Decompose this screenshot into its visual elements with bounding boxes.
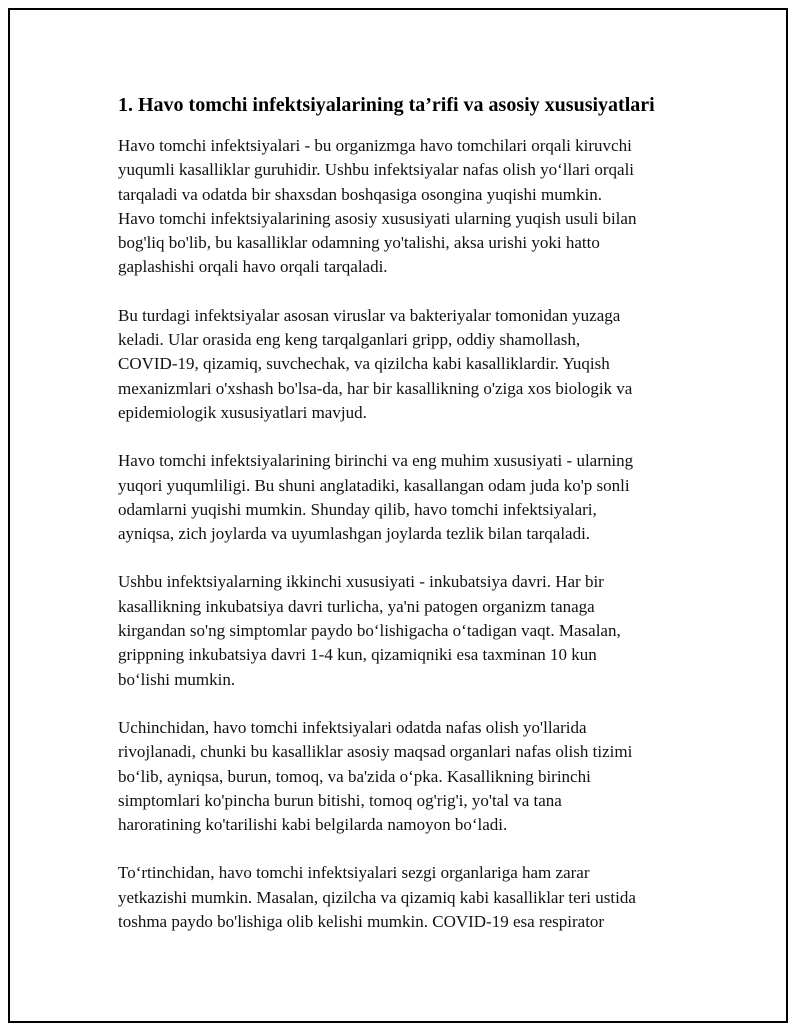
text-line: keladi. Ular orasida eng keng tarqalganlari gripp, oddiy shamollash, (118, 330, 581, 350)
section-heading: 1. Havo tomchi infektsiyalarining ta’rifi va asosiy xususiyatlari (118, 94, 655, 116)
text-line: Uchinchidan, havo tomchi infektsiyalari odatda nafas olish yo'llarida (118, 717, 587, 737)
text-line: simptomlari ko'pincha burun bitishi, tomoq og'rig'i, yo'tal va tana (118, 790, 562, 810)
text-line: rivojlanadi, chunki bu kasalliklar asosiy maqsad organlari nafas olish tizimi (118, 742, 633, 762)
document-body (118, 92, 693, 958)
paragraph-3 (118, 449, 693, 546)
text-line: kasallikning inkubatsiya davri turlicha, ya'ni patogen organizm tanaga (118, 596, 595, 616)
text-line: kirgandan so'ng simptomlar paydo bo‘lishigacha o‘tadigan vaqt. Masalan, (118, 621, 621, 641)
text-line: yetkazishi mumkin. Masalan, qizilcha va qizamiq kabi kasalliklar teri ustida (118, 887, 636, 907)
text-line: ayniqsa, zich joylarda va uyumlashgan joylarda tezlik bilan tarqaladi. (118, 524, 591, 544)
text-line: Ushbu infektsiyalarning ikkinchi xususiyati - inkubatsiya davri. Har bir (118, 572, 604, 592)
text-line: Havo tomchi infektsiyalari - bu organizmga havo tomchilari orqali kiruvchi (118, 136, 632, 155)
text-line: gaplashishi orqali havo orqali tarqaladi. (118, 257, 388, 277)
text-line: Havo tomchi infektsiyalarining asosiy xususiyati ularning yuqish usuli bilan (118, 208, 637, 228)
text-line: haroratining ko'tarilishi kabi belgilarda namoyon bo‘ladi. (118, 815, 508, 835)
paragraph-4 (118, 570, 693, 691)
text-line: toshma paydo bo'lishiga olib kelishi mumkin. COVID-19 esa respirator (118, 912, 605, 932)
text-line: COVID-19, qizamiq, suvchechak, va qizilcha kabi kasalliklardir. Yuqish (118, 354, 610, 374)
text-line: Havo tomchi infektsiyalarining birinchi va eng muhim xususiyati - ularning (118, 451, 634, 471)
paragraph-1 (118, 134, 693, 280)
paragraph-6 (118, 861, 693, 934)
text-line: mexanizmlari o'xshash bo'lsa-da, har bir kasallikning o'ziga xos biologik va (118, 378, 633, 398)
text-line: odamlarni yuqishi mumkin. Shunday qilib, havo tomchi infektsiyalari, (118, 499, 597, 519)
text-line: tarqaladi va odatda bir shaxsdan boshqasiga osongina yuqishi mumkin. (118, 184, 602, 204)
text-line: epidemiologik xususiyatlari mavjud. (118, 402, 367, 422)
text-line: bo‘lib, ayniqsa, burun, tomoq, va ba'zida o‘pka. Kasallikning birinchi (118, 766, 591, 786)
text-line: bog'liq bo'lib, bu kasalliklar odamning yo'talishi, aksa urishi yoki hatto (118, 233, 600, 253)
text-line: To‘rtinchidan, havo tomchi infektsiyalari sezgi organlariga ham zarar (118, 863, 590, 883)
text-line: grippning inkubatsiya davri 1-4 kun, qizamiqniki esa taxminan 10 kun (118, 645, 597, 665)
paragraph-5 (118, 716, 693, 837)
text-line: bo‘lishi mumkin. (118, 669, 236, 689)
paragraph-2 (118, 304, 693, 425)
text-line: yuqori yuqumliligi. Bu shuni anglatadiki, kasallangan odam juda ko'p sonli (118, 475, 630, 495)
text-line: yuqumli kasalliklar guruhidir. Ushbu infektsiyalar nafas olish yo‘llari orqali (118, 160, 635, 180)
text-line: Bu turdagi infektsiyalar asosan viruslar va bakteriyalar tomonidan yuzaga (118, 305, 621, 325)
